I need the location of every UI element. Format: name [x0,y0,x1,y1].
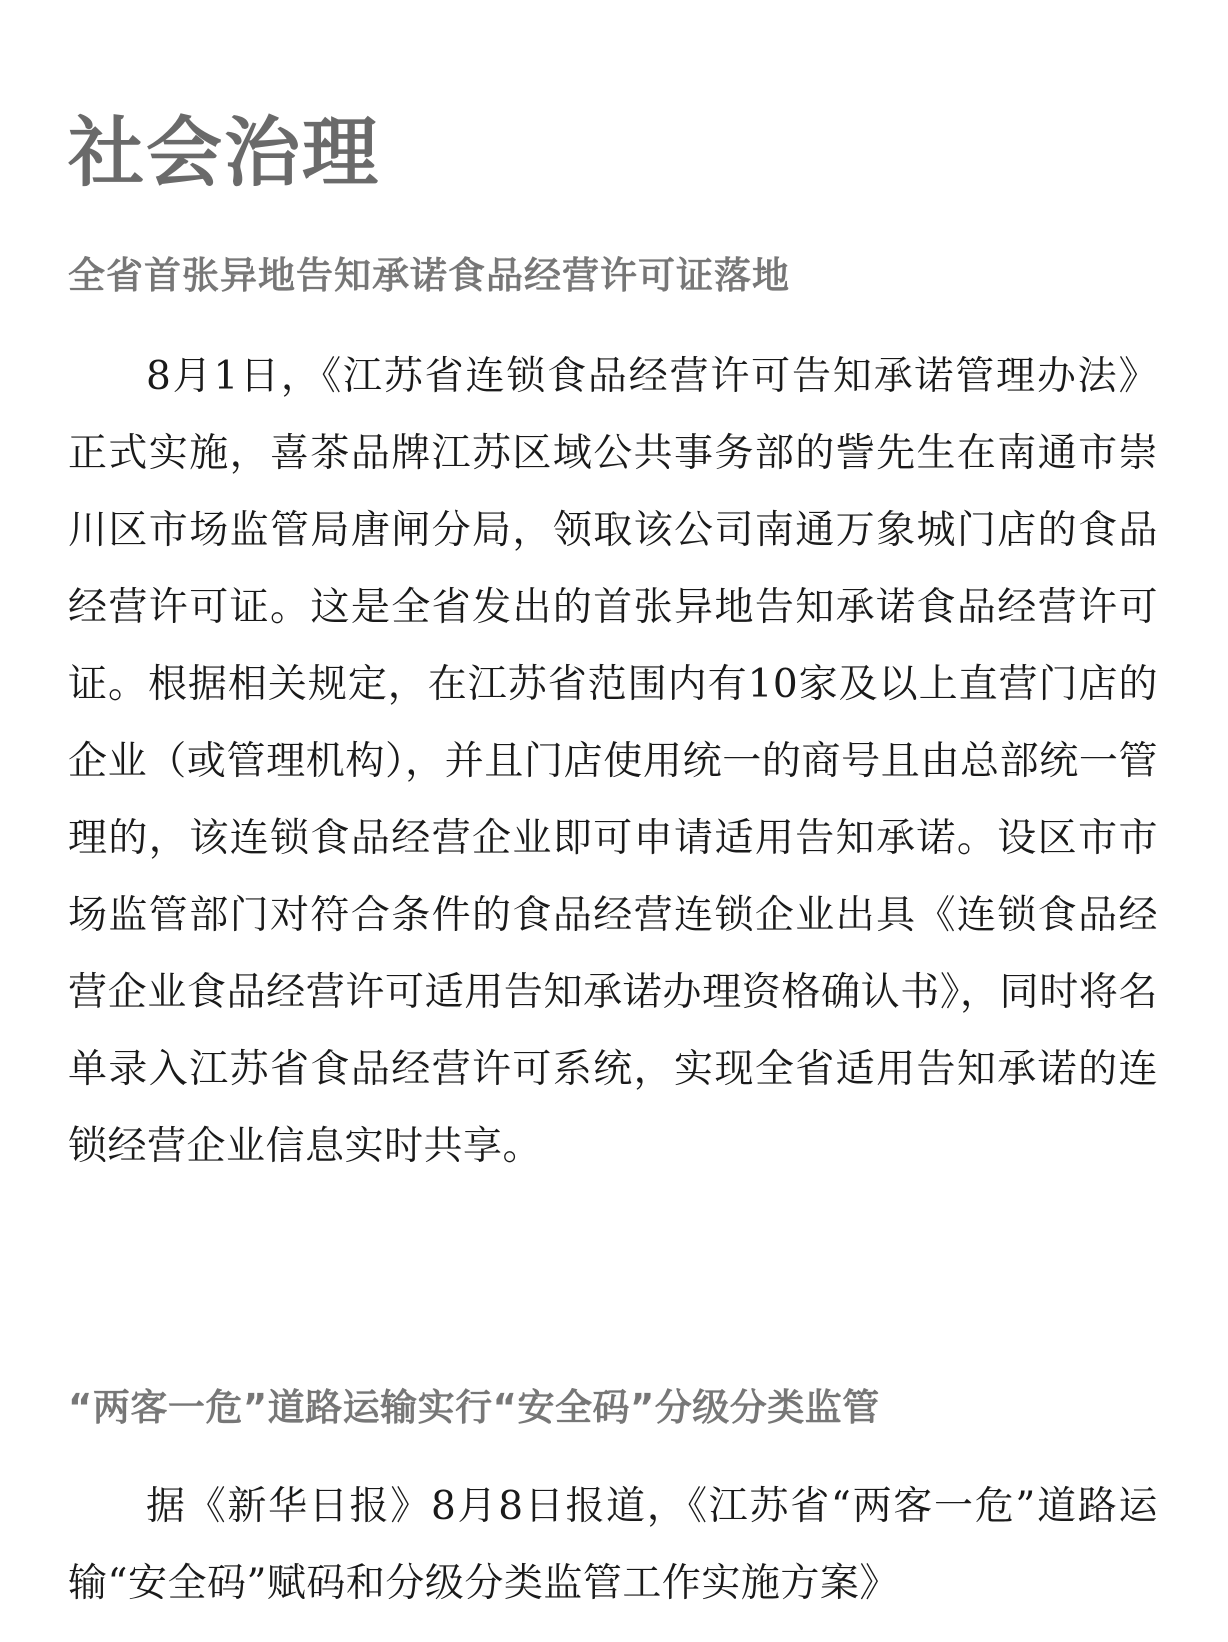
article-heading-food-license: 全省首张异地告知承诺食品经营许可证落地 [68,254,790,297]
section-title: 社会治理 [68,108,380,197]
article-heading-road-transport: “两客一危”道路运输实行“安全码”分级分类监管 [68,1386,880,1429]
article-body-road-transport: 据《新华日报》8月8日报道，《江苏省“两客一危”道路运输“安全码”赋码和分级分类监管工作实施方案》 [68,1484,1158,1606]
article-body-food-license: 8月1日，《江苏省连锁食品经营许可告知承诺管理办法》正式实施，喜茶品牌江苏区域公共事务部的訾先生在南通市崇川区市场监管局唐闸分局，领取该公司南通万象城门店的食品经营许可证。这是全省发出的首张异地告知承诺食品经营许可证。根据相关规定，在江苏省范围内有10家及以上直营门店的企业（或管理机构），并且门店使用统一的商号且由总部统一管理的，该连锁食品经营企业即可申请适用告知承诺。设区市市场监管部门对符合条件的食品经营连锁企业出具《连锁食品经营企业食品经营许可适用告知承诺办理资格确认书》，同时将名单录入江苏省食品经营许可系统，实现全省适用告知承诺的连锁经营企业信息实时共享。 [68,354,1158,1169]
